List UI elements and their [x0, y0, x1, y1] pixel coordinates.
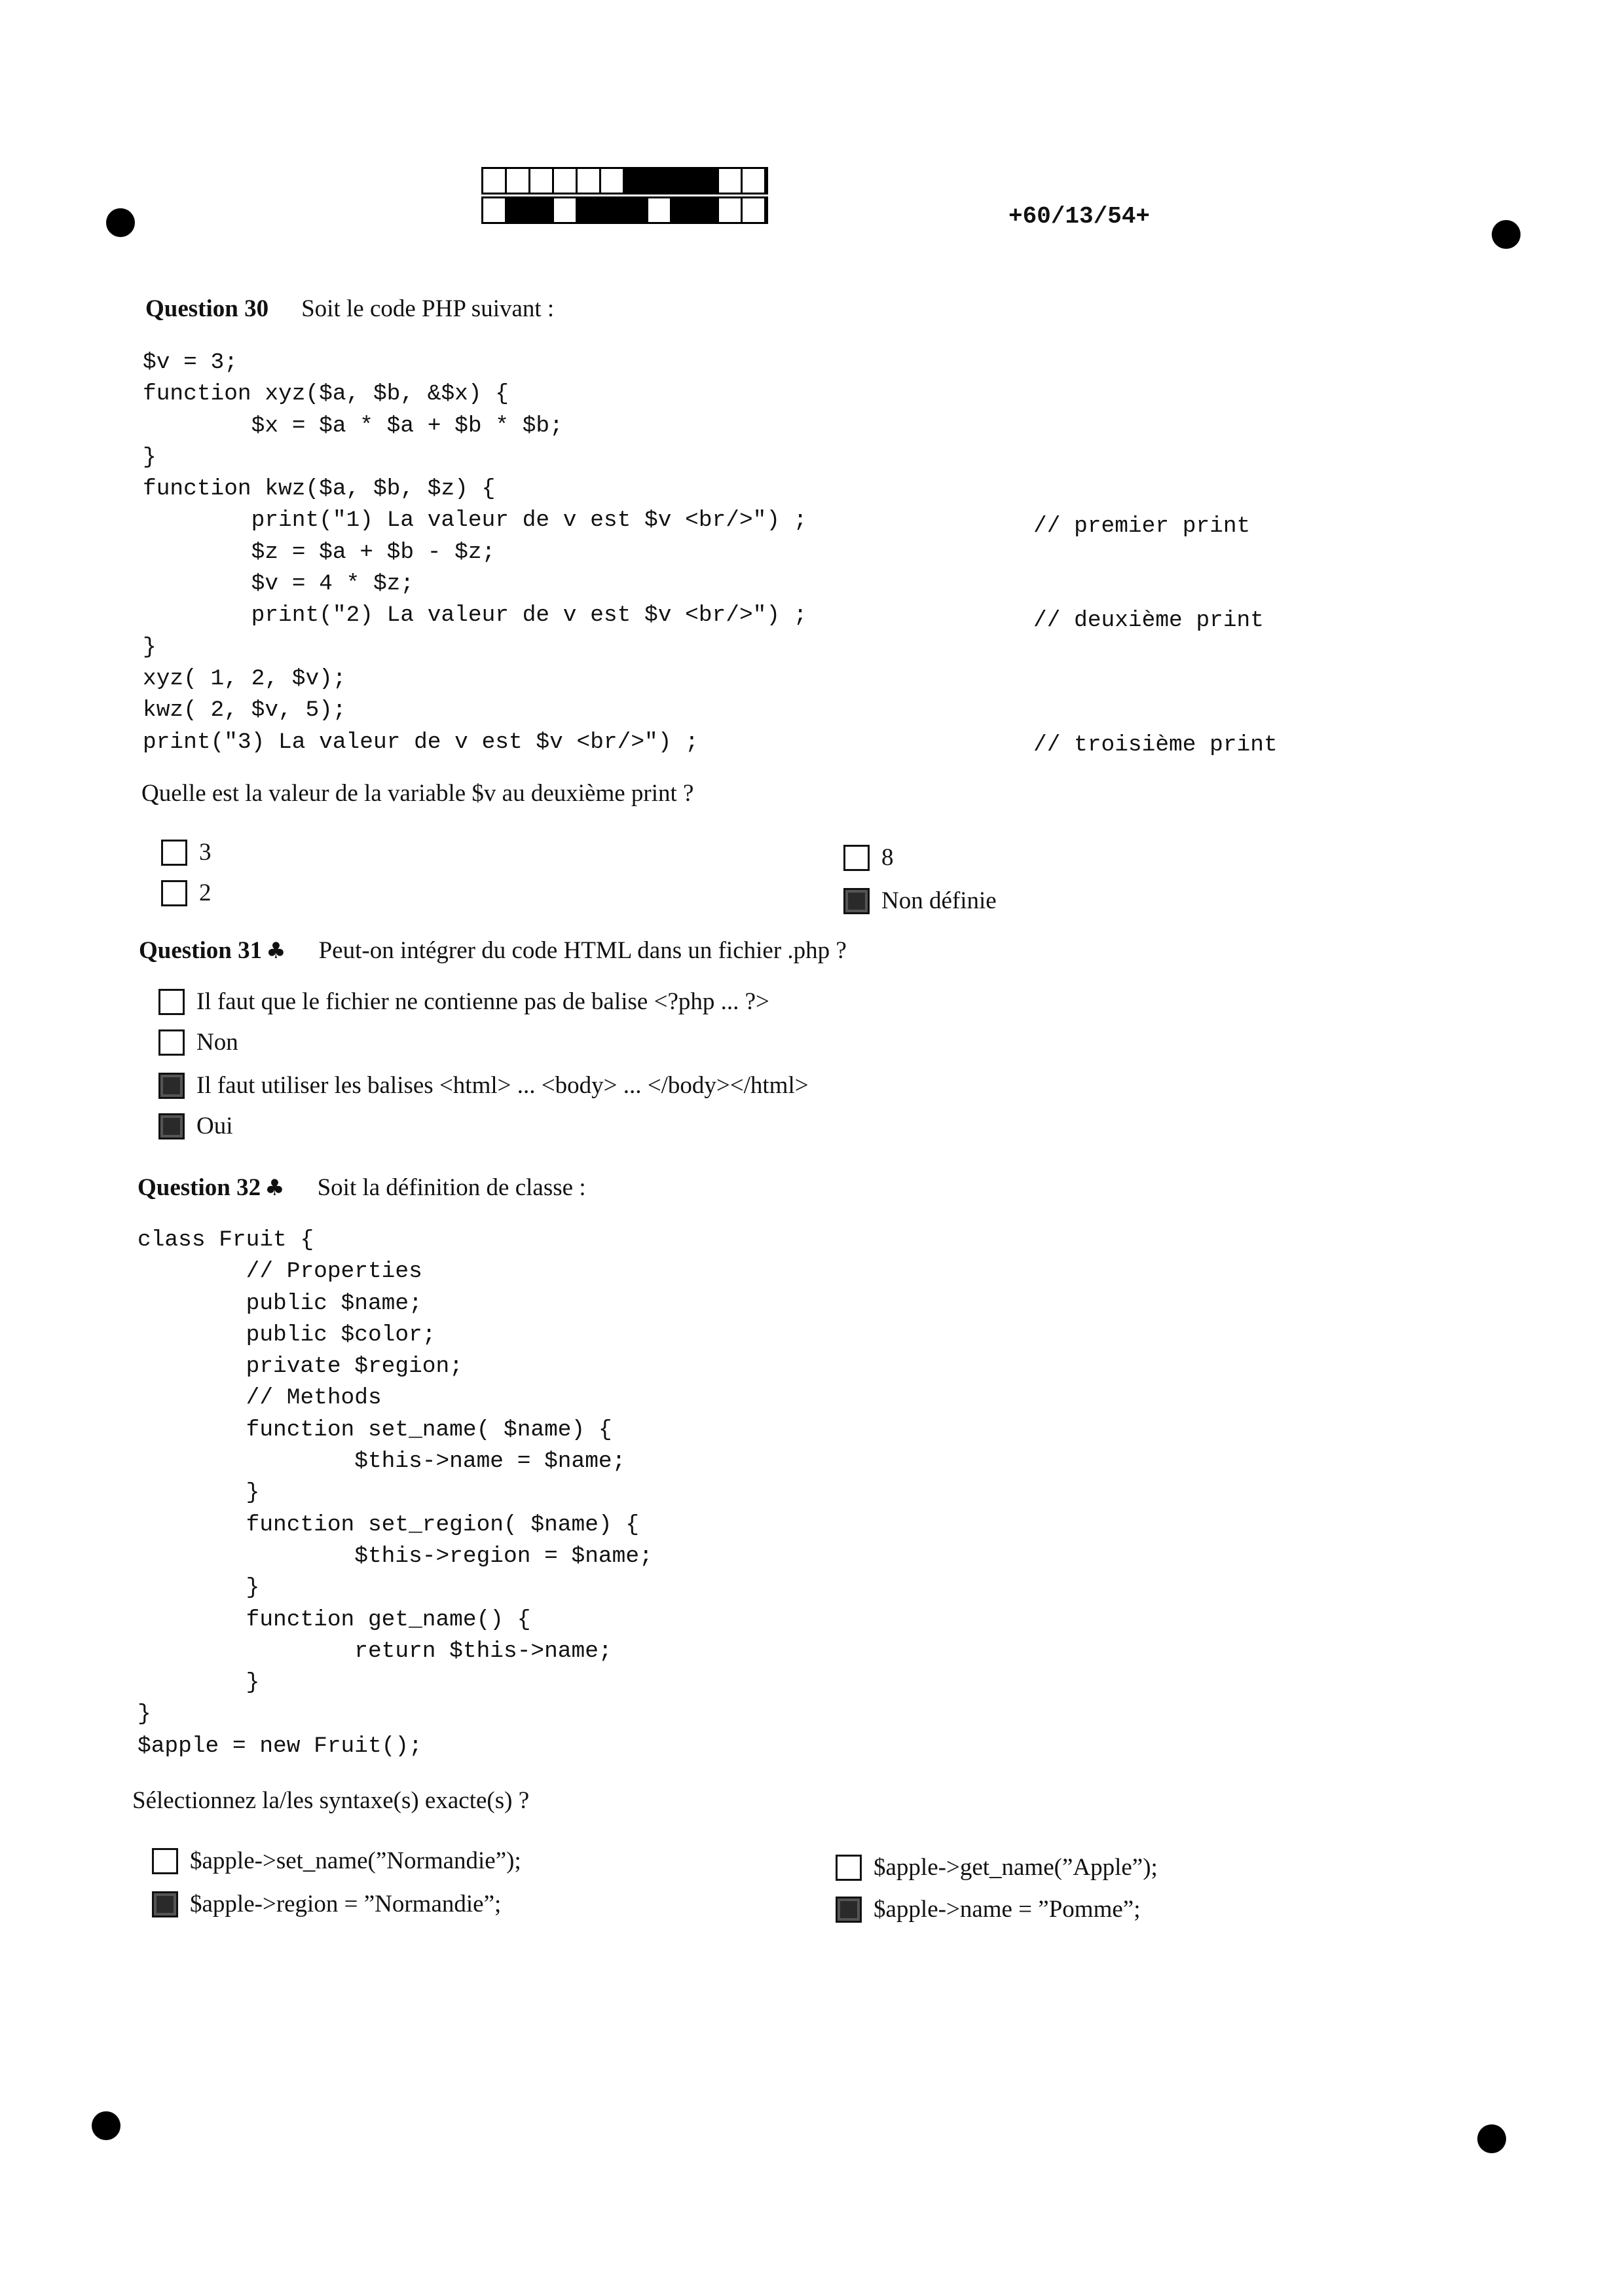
question-number: Question 30 — [145, 295, 269, 322]
q30-prompt: Quelle est la valeur de la variable $v au deuxième print ? — [141, 780, 694, 807]
registration-mark-bottom-right — [1477, 2124, 1506, 2153]
q31-option-non[interactable] — [158, 1028, 238, 1056]
q32-option-name-pomme[interactable] — [836, 1895, 1141, 1923]
code-line: } — [138, 1480, 260, 1506]
answer-checkbox-checked[interactable] — [843, 888, 870, 914]
q30-option-3[interactable] — [161, 838, 212, 866]
code-line: // Methods — [138, 1385, 382, 1411]
code-line: $z = $a + $b - $z; — [143, 539, 496, 565]
q31-option-pas-de-balise[interactable] — [158, 988, 769, 1016]
question-number: Question 31 — [139, 937, 263, 964]
code-line: print("2) La valeur de v est $v <br/>") ; — [143, 602, 807, 629]
q30-code-block — [143, 347, 807, 758]
answer-checkbox-checked[interactable] — [836, 1897, 862, 1923]
answer-checkbox-checked[interactable] — [152, 1891, 178, 1917]
code-line: $this->region = $name; — [138, 1543, 653, 1569]
code-line: } — [138, 1575, 260, 1601]
option-label: Non — [196, 1029, 238, 1056]
answer-checkbox[interactable] — [836, 1855, 862, 1881]
q32-option-set-name[interactable] — [152, 1847, 521, 1875]
option-label: 8 — [881, 844, 894, 871]
answer-checkbox[interactable] — [158, 1029, 185, 1056]
option-label: Il faut que le fichier ne contienne pas de balise <?php ... ?> — [196, 988, 769, 1015]
answer-checkbox[interactable] — [161, 880, 187, 906]
answer-checkbox[interactable] — [158, 989, 185, 1015]
code-comment-deuxieme: // deuxième print — [1033, 608, 1264, 633]
option-label: $apple->get_name(”Apple”); — [874, 1854, 1158, 1881]
registration-mark-top-left — [106, 208, 135, 237]
answer-checkbox[interactable] — [843, 845, 870, 871]
code-line: print("1) La valeur de v est $v <br/>") ; — [143, 508, 807, 534]
option-label: 3 — [199, 839, 212, 866]
barcode-top-row — [481, 167, 768, 194]
code-line: class Fruit { — [138, 1227, 314, 1253]
code-line: function get_name() { — [138, 1606, 531, 1633]
question-text: Peut-on intégrer du code HTML dans un fichier .php ? — [318, 937, 847, 964]
q32-prompt: Sélectionnez la/les syntaxe(s) exacte(s) ? — [132, 1787, 530, 1814]
q31-option-oui[interactable] — [158, 1112, 233, 1140]
barcode-bottom-row — [481, 196, 768, 224]
code-line: function kwz($a, $b, $z) { — [143, 476, 496, 502]
code-line: $v = 3; — [143, 350, 238, 375]
q30-option-8[interactable] — [843, 843, 894, 872]
code-line: function set_name( $name) { — [138, 1416, 612, 1443]
code-line: $apple = new Fruit(); — [138, 1733, 422, 1759]
code-line: } — [138, 1670, 260, 1696]
code-line: public $color; — [138, 1322, 436, 1348]
code-line: kwz( 2, $v, 5); — [143, 697, 346, 724]
question-32-header — [138, 1174, 586, 1202]
code-comment-premier: // premier print — [1033, 513, 1251, 539]
q30-option-2[interactable] — [161, 879, 212, 907]
code-line: } — [143, 444, 157, 470]
registration-mark-top-right — [1492, 220, 1521, 249]
option-label: Non définie — [881, 887, 997, 914]
option-label: $apple->set_name(”Normandie”); — [190, 1847, 521, 1874]
code-line: private $region; — [138, 1354, 463, 1380]
code-line: // Properties — [138, 1259, 422, 1285]
q32-option-get-name[interactable] — [836, 1853, 1158, 1881]
question-31-header — [139, 936, 847, 965]
option-label: Il faut utiliser les balises <html> ... <body> ... </body></html> — [196, 1072, 809, 1099]
question-text: Soit la définition de classe : — [317, 1174, 586, 1201]
q32-code-block — [138, 1225, 653, 1762]
code-line: $x = $a * $a + $b * $b; — [143, 413, 563, 439]
code-line: $v = 4 * $z; — [143, 571, 415, 597]
q31-option-balises-html[interactable] — [158, 1071, 809, 1100]
page-id: +60/13/54+ — [1008, 203, 1151, 230]
option-label: $apple->region = ”Normandie”; — [190, 1891, 502, 1917]
option-label: 2 — [199, 880, 212, 906]
code-line: print("3) La valeur de v est $v <br/>") ; — [143, 729, 699, 755]
question-30-header — [145, 295, 554, 323]
answer-checkbox-checked[interactable] — [158, 1073, 185, 1099]
code-comment-troisieme: // troisième print — [1033, 732, 1278, 758]
club-icon: ♣ — [266, 938, 286, 964]
option-label: Oui — [196, 1113, 233, 1139]
code-line: } — [138, 1701, 151, 1728]
code-line: function set_region( $name) { — [138, 1511, 640, 1538]
q30-option-non-definie[interactable] — [843, 887, 997, 915]
q32-option-region[interactable] — [152, 1890, 501, 1918]
club-icon: ♣ — [265, 1175, 285, 1201]
code-line: } — [143, 634, 157, 660]
code-line: xyz( 1, 2, $v); — [143, 665, 346, 692]
option-label: $apple->name = ”Pomme”; — [874, 1896, 1141, 1923]
code-line: function xyz($a, $b, &$x) { — [143, 381, 509, 407]
answer-checkbox[interactable] — [152, 1848, 178, 1874]
code-line: public $name; — [138, 1290, 422, 1316]
answer-checkbox[interactable] — [161, 840, 187, 866]
code-line: $this->name = $name; — [138, 1449, 626, 1475]
code-line: return $this->name; — [138, 1638, 612, 1664]
answer-checkbox-checked[interactable] — [158, 1113, 185, 1139]
question-number: Question 32 — [138, 1174, 261, 1201]
question-text: Soit le code PHP suivant : — [301, 295, 555, 322]
registration-mark-bottom-left — [92, 2111, 120, 2140]
